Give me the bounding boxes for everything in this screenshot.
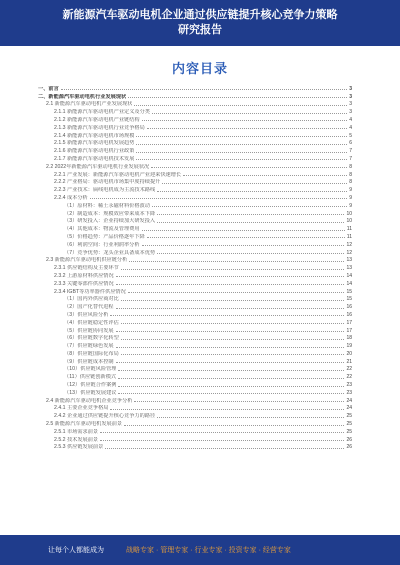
toc-leader-dots — [100, 432, 344, 433]
toc-entry[interactable] — [38, 115, 352, 123]
toc-leader-dots — [147, 128, 347, 129]
toc-entry[interactable] — [38, 435, 352, 443]
toc-entry-text: （13）供应链发展建议 — [64, 389, 117, 396]
toc-entry-text: （8）供应链国际化布局 — [64, 350, 119, 357]
toc-entry[interactable] — [38, 295, 352, 303]
toc-entry-text: 2.3.4 IGBT等功率器件供应情况 — [54, 288, 126, 295]
toc-entry[interactable] — [38, 146, 352, 154]
toc-leader-dots — [152, 113, 347, 114]
toc-entry-text: （2）制造成本：规模效应带来成本下降 — [64, 210, 156, 217]
toc-leader-dots — [157, 222, 344, 223]
report-footer — [0, 535, 400, 565]
toc-leader-dots — [105, 448, 344, 449]
toc-entry-text: 2.5.1 市场需求前景 — [54, 428, 99, 435]
toc-entry-page: 22 — [346, 374, 352, 381]
toc-entry[interactable] — [38, 419, 352, 427]
toc-entry-text: 2.1.3 新能源汽车驱动电机行业竞争格局 — [54, 124, 145, 131]
toc-entry[interactable] — [38, 170, 352, 178]
toc-leader-dots — [121, 323, 345, 324]
toc-leader-dots — [121, 339, 345, 340]
toc-entry-page: 5 — [349, 132, 352, 139]
toc-leader-dots — [147, 237, 345, 238]
toc-entry[interactable] — [38, 209, 352, 217]
toc-entry[interactable] — [38, 443, 352, 451]
toc-entry-page: 4 — [349, 116, 352, 123]
toc-entry[interactable] — [38, 107, 352, 115]
toc-leader-dots — [134, 105, 347, 106]
toc-entry-page: 4 — [349, 124, 352, 131]
toc-entry[interactable] — [38, 357, 352, 365]
toc-entry-text: （6）供应链数字化转型 — [64, 335, 119, 342]
toc-entry-page: 19 — [346, 343, 352, 350]
toc-entry[interactable] — [38, 287, 352, 295]
toc-leader-dots — [157, 191, 347, 192]
toc-entry[interactable] — [38, 326, 352, 334]
toc-entry-page: 10 — [346, 218, 352, 225]
toc-entry-page: 9 — [349, 187, 352, 194]
toc-entry-page: 18 — [346, 335, 352, 342]
toc-entry[interactable] — [38, 411, 352, 419]
toc-leader-dots — [110, 409, 344, 410]
toc-entry-text: 2.2 2022年新能源汽车驱动电机行业发展状况 — [46, 163, 150, 170]
toc-entry-text: 2.1.1 新能源汽车驱动电机产业定义及分类 — [54, 109, 150, 116]
toc-entry[interactable] — [38, 427, 352, 435]
toc-entry-page: 7 — [349, 155, 352, 162]
toc-entry-page: 24 — [346, 397, 352, 404]
toc-entry-page: 16 — [346, 311, 352, 318]
toc-leader-dots — [183, 175, 347, 176]
toc-entry[interactable] — [38, 185, 352, 193]
toc-leader-dots — [157, 417, 344, 418]
toc-leader-dots — [116, 308, 345, 309]
toc-entry[interactable] — [38, 123, 352, 131]
table-of-contents — [38, 84, 352, 514]
toc-entry[interactable] — [38, 162, 352, 170]
toc-entry-text: 2.4.1 主要企业竞争格局 — [54, 405, 109, 412]
toc-leader-dots — [128, 97, 347, 98]
toc-entry-page: 13 — [346, 265, 352, 272]
toc-entry[interactable] — [38, 365, 352, 373]
toc-entry-page: 8 — [349, 171, 352, 178]
toc-entry-text: 2.2.1 产业发展：新能源汽车驱动电机产业迎来快速增长 — [54, 171, 182, 178]
toc-leader-dots — [124, 425, 344, 426]
toc-entry-text: 2.3 新能源汽车驱动电机供应链分析 — [46, 257, 128, 264]
toc-leader-dots — [121, 354, 345, 355]
toc-entry-text: 2.5.3 供应链发展前景 — [54, 444, 104, 451]
toc-entry-page: 9 — [349, 202, 352, 209]
toc-entry[interactable] — [38, 263, 352, 271]
toc-entry-text: 2.1.2 新能源汽车驱动电机产业链结构 — [54, 116, 140, 123]
toc-leader-dots — [61, 89, 347, 90]
toc-entry[interactable] — [38, 334, 352, 342]
toc-entry[interactable] — [38, 217, 352, 225]
toc-entry[interactable] — [38, 318, 352, 326]
toc-entry[interactable] — [38, 388, 352, 396]
toc-leader-dots — [118, 378, 344, 379]
toc-entry-page: 26 — [346, 436, 352, 443]
toc-entry-text: （4）供应链稳定性评估 — [64, 319, 119, 326]
toc-entry[interactable] — [38, 396, 352, 404]
toc-entry-page: 8 — [349, 179, 352, 186]
toc-leader-dots — [116, 284, 345, 285]
toc-leader-dots — [121, 300, 345, 301]
toc-entry-text: （11）供应链创新模式 — [64, 374, 117, 381]
toc-entry-text: （12）供应链合作案例 — [64, 382, 117, 389]
toc-leader-dots — [116, 362, 345, 363]
toc-entry-text: （10）供应链风险管理 — [64, 366, 117, 373]
toc-leader-dots — [151, 167, 347, 168]
toc-entry-page: 17 — [346, 319, 352, 326]
toc-entry-page: 22 — [346, 366, 352, 373]
toc-entry-page: 14 — [346, 272, 352, 279]
toc-entry-text: 2.1.4 新能源汽车驱动电机市场规模 — [54, 132, 135, 139]
toc-entry-text: （7）供应链绿色发展 — [64, 343, 114, 350]
toc-entry-page: 3 — [349, 85, 352, 92]
toc-leader-dots — [142, 120, 348, 121]
toc-leader-dots — [118, 386, 344, 387]
toc-entry[interactable] — [38, 100, 352, 108]
toc-leader-dots — [100, 440, 344, 441]
toc-entry-page: 16 — [346, 304, 352, 311]
toc-entry-text: （2）国产化替代进程 — [64, 304, 114, 311]
toc-entry[interactable] — [38, 178, 352, 186]
toc-entry[interactable] — [38, 154, 352, 162]
toc-entry-text: （7）竞争优势：龙头企业具备成本优势 — [64, 249, 156, 256]
toc-leader-dots — [157, 253, 344, 254]
toc-entry-text: （5）价格趋势：产品价格逐年下降 — [64, 233, 145, 240]
toc-entry-text: 一、前言 — [38, 85, 59, 92]
toc-heading: 内容目录 — [171, 61, 228, 76]
toc-entry[interactable] — [38, 193, 352, 201]
footer-tagline: 战略专家 · 管理专家 · 行业专家 · 投资专家 · 经营专家 — [126, 547, 291, 554]
toc-leader-dots — [129, 261, 344, 262]
toc-entry-text: 2.5 新能源汽车驱动电机发展前景 — [46, 421, 123, 428]
toc-entry-page: 12 — [346, 241, 352, 248]
toc-entry-text: 二、新能源汽车驱动电机行业发展现状 — [38, 93, 127, 100]
toc-leader-dots — [136, 159, 347, 160]
report-title: 新能源汽车驱动电机企业通过供应链提升核心竞争力策略研究报告 — [62, 9, 338, 36]
toc-entry-page: 15 — [346, 288, 352, 295]
toc-leader-dots — [142, 245, 345, 246]
toc-entry-page: 23 — [346, 389, 352, 396]
toc-entry-page: 9 — [349, 194, 352, 201]
toc-entry-text: 2.4.2 企业通过供应链提升核心竞争力的路径 — [54, 413, 156, 420]
toc-entry-page: 8 — [349, 163, 352, 170]
toc-entry[interactable] — [38, 232, 352, 240]
toc-entry-page: 26 — [346, 444, 352, 451]
toc-entry-text: 2.1.5 新能源汽车驱动电机发展趋势 — [54, 140, 135, 147]
toc-entry-text: 2.1.7 新能源汽车驱动电机技术发展 — [54, 155, 135, 162]
toc-entry[interactable] — [38, 248, 352, 256]
toc-entry-text: （3）研发投入：企业持续加大研发投入 — [64, 218, 156, 225]
toc-leader-dots — [157, 214, 344, 215]
toc-entry-page: 7 — [349, 148, 352, 155]
toc-leader-dots — [142, 230, 345, 231]
toc-entry-text: 2.1.6 新能源汽车驱动电机行业政策 — [54, 148, 135, 155]
toc-entry-page: 25 — [346, 428, 352, 435]
toc-entry-page: 11 — [346, 233, 352, 240]
toc-entry-text: （6）利润空间：行业利润率分析 — [64, 241, 140, 248]
toc-entry[interactable] — [38, 279, 352, 287]
toc-leader-dots — [116, 331, 345, 332]
toc-entry-text: （1）国内外供应商对比 — [64, 296, 119, 303]
toc-entry-text: 2.2.4 成本分析 — [54, 194, 88, 201]
toc-entry[interactable] — [38, 240, 352, 248]
toc-entry[interactable] — [38, 372, 352, 380]
toc-leader-dots — [134, 401, 344, 402]
toc-leader-dots — [118, 393, 344, 394]
toc-leader-dots — [128, 292, 345, 293]
toc-entry[interactable] — [38, 84, 352, 92]
toc-entry-page: 23 — [346, 382, 352, 389]
toc-entry[interactable] — [38, 131, 352, 139]
toc-entry-page: 10 — [346, 210, 352, 217]
toc-entry-page: 24 — [346, 405, 352, 412]
toc-leader-dots — [116, 276, 345, 277]
toc-entry-page: 17 — [346, 327, 352, 334]
toc-entry-text: 2.1 新能源汽车驱动电机产业发展现状 — [46, 101, 133, 108]
toc-leader-dots — [136, 136, 347, 137]
toc-entry-text: 2.2.2 产业格局：驱动电机市场集中度持续提升 — [54, 179, 161, 186]
toc-entry-text: （1）原材料：稀土永磁材料价格波动 — [64, 202, 150, 209]
toc-entry-page: 15 — [346, 296, 352, 303]
toc-entry-text: （3）供应风险分析 — [64, 311, 109, 318]
toc-entry-page: 25 — [346, 413, 352, 420]
toc-entry[interactable] — [38, 380, 352, 388]
toc-entry-text: 2.3.2 上游原材料供应情况 — [54, 272, 114, 279]
toc-entry[interactable] — [38, 404, 352, 412]
toc-entry[interactable] — [38, 201, 352, 209]
toc-entry-page: 11 — [346, 226, 352, 233]
toc-entry-text: （9）供应链成本控制 — [64, 358, 114, 365]
toc-entry-page: 6 — [349, 140, 352, 147]
toc-leader-dots — [116, 347, 345, 348]
toc-entry-page: 3 — [349, 109, 352, 116]
toc-entry-page: 3 — [349, 101, 352, 108]
toc-entry[interactable] — [38, 271, 352, 279]
toc-entry-page: 13 — [346, 257, 352, 264]
toc-entry-page: 12 — [346, 249, 352, 256]
toc-entry-text: 2.3.3 关键零部件供应情况 — [54, 280, 114, 287]
toc-leader-dots — [90, 198, 347, 199]
toc-entry[interactable] — [38, 302, 352, 310]
toc-entry-page: 14 — [346, 280, 352, 287]
toc-leader-dots — [152, 206, 347, 207]
toc-entry-page: 21 — [346, 358, 352, 365]
toc-entry-text: （4）其他成本：物流及管理费用 — [64, 226, 140, 233]
toc-entry-page: 20 — [346, 350, 352, 357]
toc-entry-text: 2.2.3 产业技术：扁线电机成为主流技术路线 — [54, 187, 156, 194]
toc-leader-dots — [136, 152, 347, 153]
toc-entry[interactable] — [38, 256, 352, 264]
toc-leader-dots — [118, 370, 344, 371]
footer-slogan: 让每个人都能成为 — [48, 547, 104, 554]
toc-leader-dots — [121, 269, 345, 270]
toc-entry-text: 2.3.1 供应链结构及主要环节 — [54, 265, 119, 272]
toc-entry-text: 2.5.2 技术发展前景 — [54, 436, 99, 443]
toc-entry-text: 2.4 新能源汽车驱动电机企业竞争分析 — [46, 397, 133, 404]
toc-entry[interactable] — [38, 349, 352, 357]
toc-leader-dots — [136, 144, 347, 145]
toc-entry[interactable] — [38, 224, 352, 232]
toc-entry[interactable] — [38, 310, 352, 318]
report-header — [0, 0, 400, 46]
toc-entry[interactable] — [38, 139, 352, 147]
toc-leader-dots — [110, 315, 344, 316]
toc-leader-dots — [162, 183, 347, 184]
toc-entry[interactable] — [38, 92, 352, 100]
toc-entry[interactable] — [38, 341, 352, 349]
toc-entry-page: 25 — [346, 421, 352, 428]
toc-entry-text: （5）供应链协同发展 — [64, 327, 114, 334]
toc-entry-page: 3 — [349, 93, 352, 100]
